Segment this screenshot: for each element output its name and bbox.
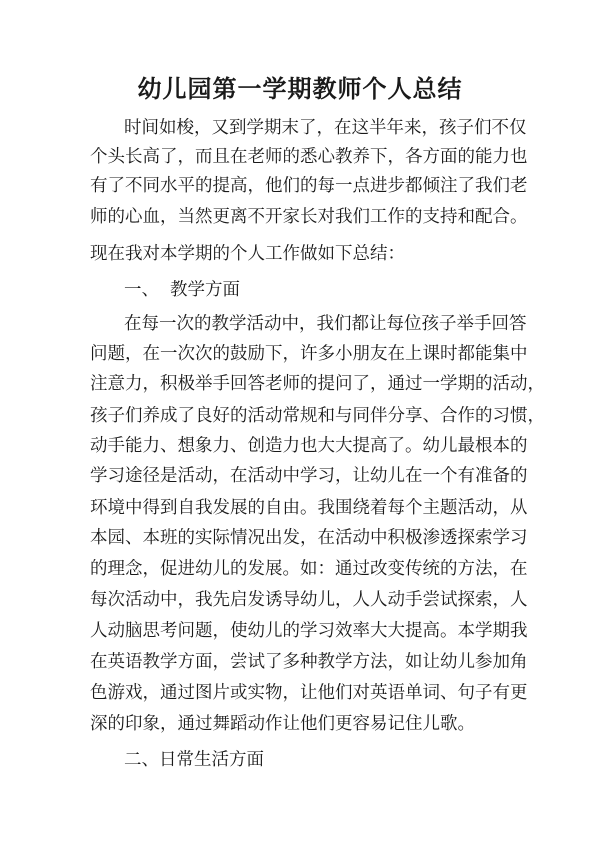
- section-1-line-1: 在每一次的教学活动中，我们都让每位孩子举手回答: [124, 314, 527, 334]
- intro-line-4: 师的心血，当然更离不开家长对我们工作的支持和配合。: [90, 207, 528, 227]
- section-1-line-10: 每次活动中，我先启发诱导幼儿，人人动手尝试探索，人: [90, 590, 528, 610]
- section-1-line-9: 的理念，促进幼儿的发展。如：通过改变传统的方法，在: [90, 559, 528, 579]
- section-1-line-14: 深的印象，通过舞蹈动作让他们更容易记住儿歌。: [90, 714, 475, 734]
- intro-line-1: 时间如梭，又到学期末了，在这半年来，孩子们不仅: [124, 118, 527, 138]
- section-2-heading: 二、日常生活方面: [124, 750, 264, 770]
- intro-line-2: 个头长高了，而且在老师的悉心教养下，各方面的能力也: [90, 147, 528, 167]
- section-1-line-6: 学习途径是活动，在活动中学习，让幼儿在一个有准备的: [90, 466, 528, 486]
- section-1-heading: [124, 279, 240, 301]
- section-1-line-4: 孩子们养成了良好的活动常规和与同伴分享、合作的习惯，: [90, 406, 545, 426]
- section-1-line-3: 注意力，积极举手回答老师的提问了，通过一学期的活动，: [90, 374, 545, 394]
- section-1-title: 教学方面: [170, 280, 240, 300]
- section-1-line-13: 色游戏，通过图片或实物，让他们对英语单词、句子有更: [90, 683, 528, 703]
- intro-line-3: 有了不同水平的提高，他们的每一点进步都倾注了我们老: [90, 176, 528, 196]
- section-1-line-7: 环境中得到自我发展的自由。我围绕着每个主题活动，从: [90, 498, 528, 518]
- section-1-line-12: 在英语教学方面，尝试了多种教学方法，如让幼儿参加角: [90, 652, 528, 672]
- section-1-number: 一、: [124, 280, 159, 300]
- section-1-line-11: 人动脑思考问题，使幼儿的学习效率大大提高。本学期我: [90, 621, 528, 641]
- section-1-line-8: 本园、本班的实际情况出发，在活动中积极渗透探索学习: [90, 528, 528, 548]
- section-1-line-5: 动手能力、想象力、创造力也大大提高了。幼儿最根本的: [90, 436, 528, 456]
- document-title: 幼儿园第一学期教师个人总结: [137, 74, 463, 103]
- intro-line-5: 现在我对本学期的个人工作做如下总结：: [90, 244, 405, 264]
- section-1-line-2: 问题，在一次次的鼓励下，许多小朋友在上课时都能集中: [90, 344, 528, 364]
